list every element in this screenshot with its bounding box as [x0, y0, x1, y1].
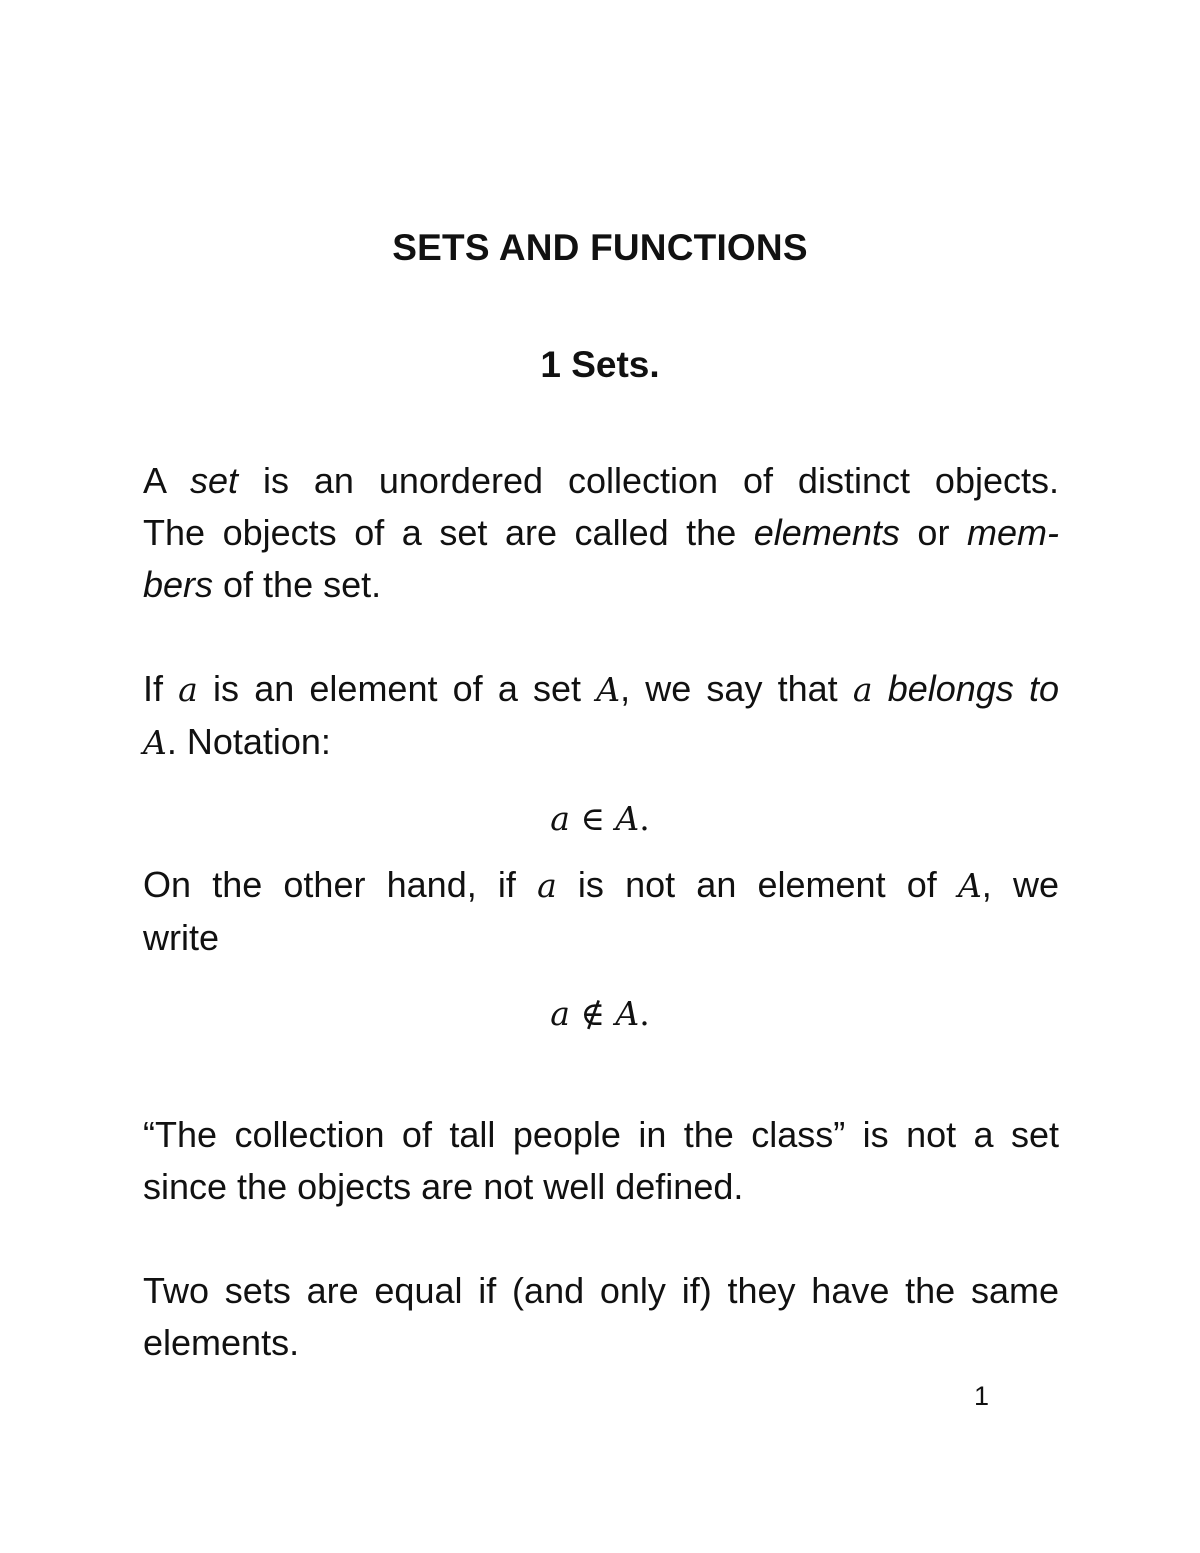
text-span — [873, 668, 888, 709]
paragraph-line — [143, 455, 1059, 507]
math-variable: a — [178, 670, 198, 709]
paragraph-line: elements. — [143, 1322, 300, 1363]
term-members-part2: bers — [143, 564, 214, 605]
math-variable: A — [143, 723, 167, 762]
text-span: If — [143, 668, 179, 709]
equation-membership — [0, 792, 1200, 845]
paragraph-line — [143, 507, 1059, 559]
paragraph-line: Two sets are equal if (and only if) they have the same — [143, 1270, 1059, 1311]
term-set: set — [189, 460, 238, 501]
text-span: . Notation: — [166, 721, 331, 762]
paragraph-line — [143, 663, 1059, 716]
math-variable: a — [852, 670, 873, 709]
paragraph-line — [143, 859, 1059, 912]
math-variable: a — [550, 799, 570, 838]
math-variable: A — [957, 866, 982, 905]
text-span: The objects of a set are called the — [143, 512, 754, 553]
math-punctuation: . — [639, 799, 650, 838]
paragraph-set-definition — [143, 455, 1059, 611]
math-variable: A — [615, 799, 640, 838]
math-operator: ∉ — [569, 994, 616, 1033]
paragraph-line: write — [143, 917, 220, 958]
math-variable: A — [615, 994, 640, 1033]
paragraph-line — [143, 716, 1059, 769]
text-span: is an unordered collection of distinct objects. — [238, 460, 1059, 501]
text-span: is not an element of — [556, 864, 958, 905]
text-span: A — [143, 460, 190, 501]
text-span: or — [899, 512, 967, 553]
paragraph-line — [143, 559, 1059, 611]
document-title: SETS AND FUNCTIONS — [392, 227, 808, 268]
math-variable: a — [537, 866, 557, 905]
math-variable: a — [550, 994, 570, 1033]
text-span: , we say that — [620, 668, 853, 709]
page-number: 1 — [974, 1381, 990, 1411]
section-heading: 1 Sets. — [540, 344, 660, 385]
paragraph-line: since the objects are not well defined. — [143, 1166, 744, 1207]
text-span: On the other hand, if — [143, 864, 538, 905]
term-belongs-to: belongs to — [887, 668, 1059, 709]
equation-non-membership — [0, 987, 1200, 1040]
paragraph-tall-people — [143, 1109, 1059, 1213]
text-span: of the set. — [213, 564, 382, 605]
math-operator: ∈ — [569, 799, 616, 838]
math-variable: A — [596, 670, 621, 709]
text-span: , we — [981, 864, 1059, 905]
paragraph-belongs-to — [143, 663, 1059, 769]
paragraph-not-element — [143, 859, 1059, 964]
paragraph-equal-sets — [143, 1265, 1059, 1369]
paragraph-line: “The collection of tall people in the class” is not a set — [143, 1114, 1059, 1155]
text-span: is an element of a set — [197, 668, 597, 709]
math-punctuation: . — [639, 994, 650, 1033]
term-members-part1: mem- — [967, 512, 1059, 553]
term-elements: elements — [753, 512, 900, 553]
